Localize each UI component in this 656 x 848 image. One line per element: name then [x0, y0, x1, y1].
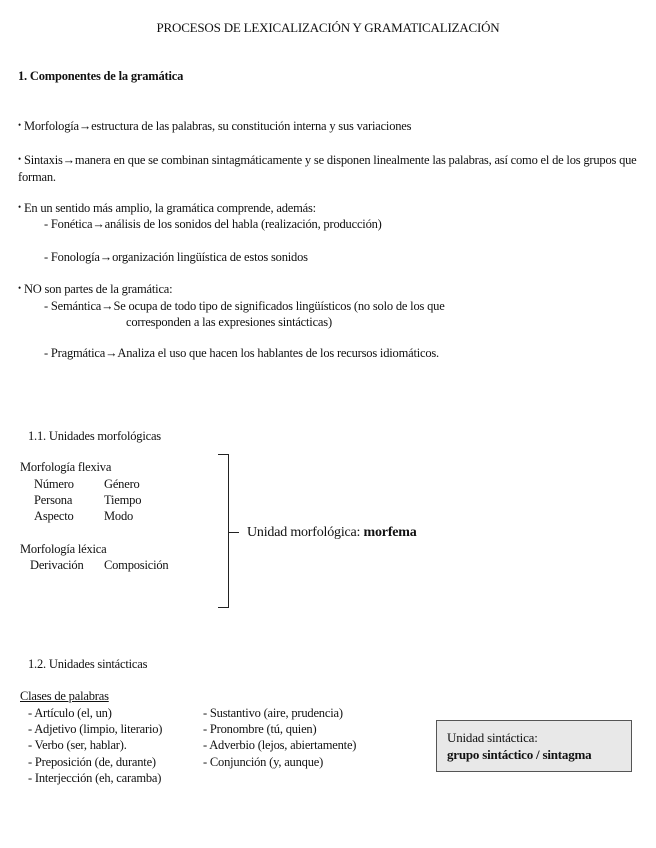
page-title: PROCESOS DE LEXICALIZACIÓN Y GRAMATICALIZACIÓN: [156, 20, 500, 35]
bullet-glyph: •: [18, 154, 21, 164]
flexiva-item: Aspecto: [34, 509, 74, 523]
section-heading-unidades-sintacticas: 1.2. Unidades sintácticas: [28, 657, 148, 671]
morfologia-text: Morfología→estructura de las palabras, su constitución interna y sus variaciones: [23, 119, 412, 133]
clase-item: - Pronombre (tú, quien): [203, 722, 317, 736]
clases-de-palabras-label: Clases de palabras: [20, 689, 109, 703]
clase-item: - Conjunción (y, aunque): [203, 755, 324, 769]
unidad-morfologica: [247, 525, 417, 541]
section-heading-componentes: 1. Componentes de la gramática: [18, 69, 184, 83]
section-heading-unidades-morfologicas: 1.1. Unidades morfológicas: [28, 429, 161, 443]
bullet-morfologia: [18, 119, 411, 134]
clase-item: - Adverbio (lejos, abiertamente): [203, 738, 357, 752]
unidad-morfologica-label: Unidad morfológica:: [247, 525, 361, 540]
unidad-morfologica-value: morfema: [363, 525, 417, 540]
bracket-bottom: [218, 607, 229, 608]
flexiva-item: Modo: [104, 509, 134, 523]
semantica-item-continuation: corresponden a las expresiones sintácticas): [126, 315, 332, 329]
bullet-glyph: •: [18, 120, 21, 130]
sintaxis-text: Sintaxis→manera en que se combinan sintagmáticamente y se disponen linealmente las palabras, así como el de los grupos que forman.: [18, 153, 637, 184]
bracket-tick: [229, 532, 239, 533]
semantica-item: - Semántica→Se ocupa de todo tipo de significados lingüísticos (no solo de los que: [44, 299, 445, 313]
unidad-sintactica-value: grupo sintáctico / sintagma: [447, 747, 592, 762]
bullet-glyph: •: [18, 202, 21, 212]
morfologia-flexiva-label: Morfología flexiva: [20, 460, 112, 474]
clase-item: - Artículo (el, un): [28, 706, 112, 720]
no-son-text: NO son partes de la gramática:: [23, 282, 173, 296]
bullet-sintaxis: [18, 152, 638, 185]
fonetica-item: - Fonética→análisis de los sonidos del habla (realización, producción): [44, 217, 382, 231]
lexica-item: Derivación: [30, 558, 84, 572]
flexiva-item: Número: [34, 477, 74, 491]
flexiva-item: Género: [104, 477, 140, 491]
bracket-vertical: [228, 454, 229, 608]
flexiva-item: Persona: [34, 493, 73, 507]
clase-item: - Interjección (eh, caramba): [28, 771, 162, 785]
unidad-sintactica-label: Unidad sintáctica:: [447, 730, 538, 745]
clase-item: - Adjetivo (limpio, literario): [28, 722, 163, 736]
clase-item: - Sustantivo (aire, prudencia): [203, 706, 343, 720]
morfologia-lexica-label: Morfología léxica: [20, 542, 107, 556]
bullet-no-son: [18, 282, 172, 297]
fonologia-item: - Fonología→organización lingüística de estos sonidos: [44, 250, 308, 264]
bullet-glyph: •: [18, 283, 21, 293]
clase-item: - Preposición (de, durante): [28, 755, 156, 769]
clase-item: - Verbo (ser, hablar).: [28, 738, 127, 752]
pragmatica-item: - Pragmática→Analiza el uso que hacen los hablantes de los recursos idiomáticos.: [44, 346, 439, 360]
flexiva-item: Tiempo: [104, 493, 142, 507]
unidad-sintactica-box: [436, 720, 632, 772]
sentido-amplio-text: En un sentido más amplio, la gramática comprende, además:: [23, 201, 316, 215]
lexica-item: Composición: [104, 558, 169, 572]
bullet-sentido-amplio: [18, 201, 316, 216]
